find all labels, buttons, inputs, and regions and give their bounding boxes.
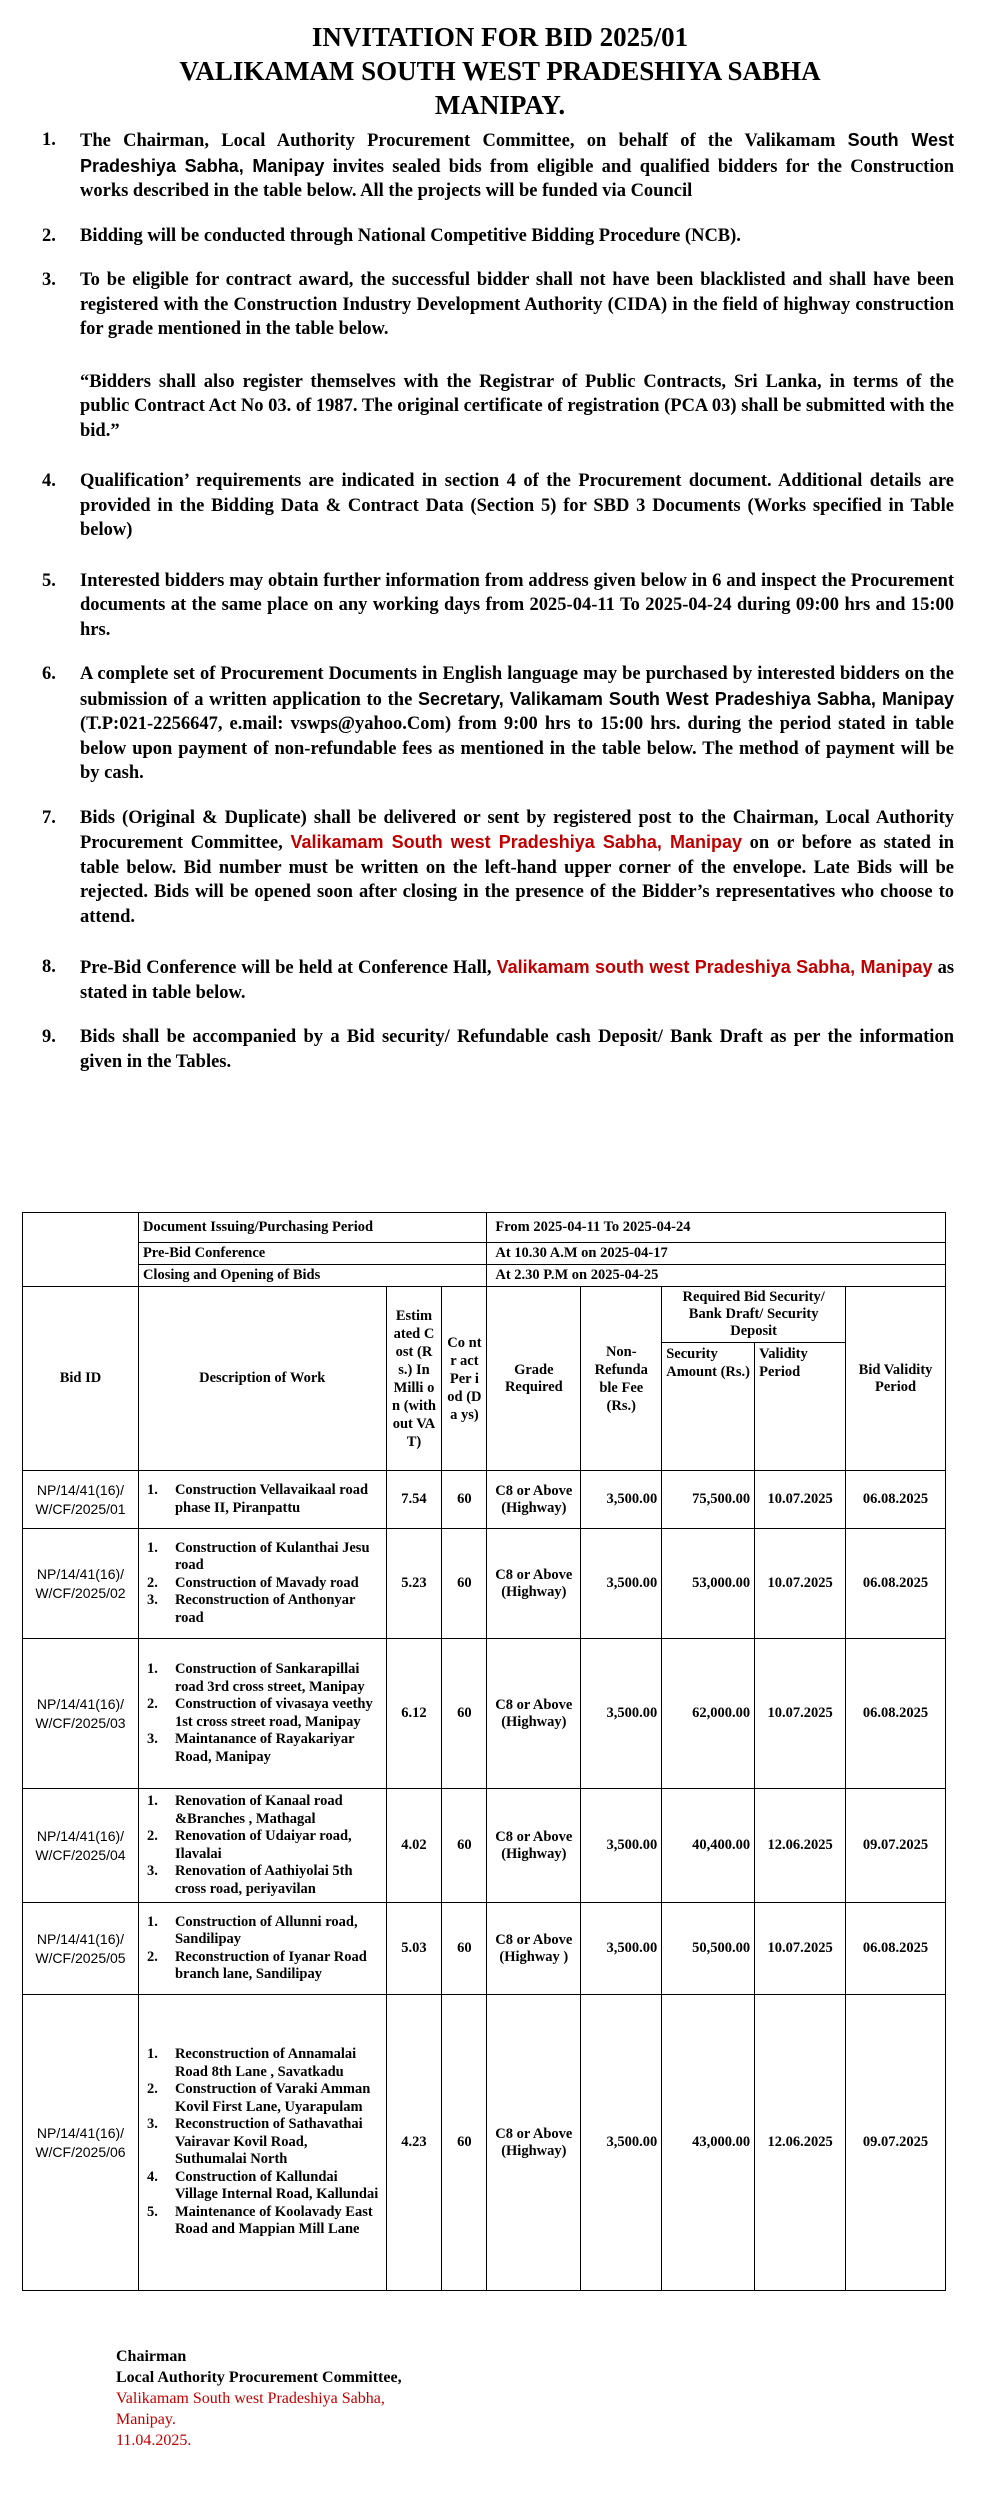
fee-cell: 3,500.00 — [581, 1639, 662, 1789]
work-item-text: Renovation of Aathiyolai 5th cross road, periyavilan — [174, 1863, 353, 1897]
table-row — [23, 1995, 946, 2291]
table-row — [23, 1903, 946, 1995]
header-bid-id: Bid ID — [23, 1287, 139, 1471]
table-row — [23, 1529, 946, 1639]
work-item-text: Construction of Mavady road — [174, 1574, 359, 1591]
title-line-1: INVITATION FOR BID 2025/01 — [311, 22, 689, 52]
cost-cell: 5.23 — [386, 1529, 442, 1639]
work-item-text: Construction of Kallundai Village Internal Road, Kallundai — [174, 2168, 379, 2203]
validity-cell: 10.07.2025 — [755, 1471, 846, 1529]
work-item — [143, 1793, 382, 1828]
work-item — [143, 1914, 382, 1949]
work-item-text: Construction of Kulanthai Jesu road — [174, 1539, 370, 1574]
security-cell: 40,400.00 — [662, 1789, 755, 1903]
work-item — [143, 1575, 382, 1593]
work-item — [143, 2046, 382, 2081]
info-row-closing — [23, 1265, 946, 1287]
fee-cell: 3,500.00 — [581, 1471, 662, 1529]
cost-cell: 6.12 — [386, 1639, 442, 1789]
description-cell — [138, 1789, 386, 1903]
description-cell — [138, 1995, 386, 2291]
description-cell — [138, 1471, 386, 1529]
header-row — [23, 1287, 946, 1343]
table-row — [23, 1471, 946, 1529]
work-item — [143, 2169, 382, 2204]
info-label: Document Issuing/Purchasing Period — [138, 1213, 486, 1243]
work-item-number: 4. — [146, 2168, 158, 2185]
work-item-number: 3. — [146, 1731, 158, 1747]
header-security-group: Required Bid Security/ Bank Draft/ Security Deposit — [662, 1287, 846, 1343]
description-cell — [138, 1639, 386, 1789]
clause-8: 8. Pre-Bid Conference will be held at Conference Hall, Valikamam south west Pradeshiya Sabha, Manipay as stated in table below. — [42, 957, 955, 1003]
work-item-number: 2. — [146, 1574, 158, 1591]
validity-cell: 10.07.2025 — [755, 1639, 846, 1789]
bid-validity-cell: 06.08.2025 — [846, 1529, 946, 1639]
signature-committee: Local Authority Procurement Committee, — [116, 2369, 402, 2386]
bid-validity-cell: 06.08.2025 — [846, 1471, 946, 1529]
work-item-number: 1. — [146, 1539, 158, 1556]
blank-cell — [23, 1213, 139, 1287]
title-line-2: VALIKAMAM SOUTH WEST PRADESHIYA SABHA — [179, 56, 821, 86]
work-item-text: Reconstruction of Anthonyar road — [174, 1592, 356, 1626]
work-item-number: 1. — [146, 1913, 158, 1930]
work-item-number: 2. — [146, 1948, 158, 1965]
table-row — [23, 1639, 946, 1789]
header-fee: Non- Refunda ble Fee (Rs.) — [581, 1287, 662, 1471]
clause-2: 2. Bidding will be conducted through National Competitive Bidding Procedure (NCB). — [42, 225, 741, 246]
grade-cell: C8 or Above (Highway ) — [487, 1903, 581, 1995]
fee-cell: 3,500.00 — [581, 1529, 662, 1639]
bid-validity-cell: 09.07.2025 — [846, 1995, 946, 2291]
work-item — [143, 1696, 382, 1731]
clause-6: 6. A complete set of Procurement Documents in English language may be purchased by interested bidders on the submission of a written application to the Secretary, Valikamam South West Pradeshiya Sabha, Manipay (T.P:021-2256647, e.mail: vswps@yahoo.Com) from 9:00 hrs to 15:00 hrs. during the period stated in table below upon payment of non-refundable fees as mentioned in the table below. The method of payment will be by cash. — [42, 664, 954, 783]
work-item-text: Construction of Varaki Amman Kovil First Lane, Uyarapulam — [174, 2081, 371, 2115]
grade-cell: C8 or Above (Highway) — [487, 1995, 581, 2291]
grade-cell: C8 or Above (Highway) — [487, 1529, 581, 1639]
validity-cell: 10.07.2025 — [755, 1903, 846, 1995]
clauses-list — [36, 128, 954, 1074]
description-cell — [138, 1903, 386, 1995]
work-item — [143, 1482, 382, 1517]
work-item-number: 3. — [146, 1592, 158, 1609]
work-item-number: 2. — [146, 1828, 158, 1844]
clause-9: 9. Bids shall be accompanied by a Bid security/ Refundable cash Deposit/ Bank Draft as per the information given in the Tables. — [42, 1027, 954, 1072]
info-row-prebid — [23, 1243, 946, 1265]
security-cell: 62,000.00 — [662, 1639, 755, 1789]
bid-id-cell: NP/14/41(16)/ W/CF/2025/06 — [23, 1995, 139, 2291]
security-cell: 53,000.00 — [662, 1529, 755, 1639]
work-item-number: 2. — [146, 1696, 158, 1712]
security-cell: 43,000.00 — [662, 1995, 755, 2291]
clause-3-quote: “Bidders shall also register themselves with the Registrar of Public Contracts, Sri Lanka, in terms of the public Contract Act No 03. of 1987. The original certificate of registration (PCA 03) shall be submitted with the bid.” — [80, 371, 954, 441]
work-item — [143, 1540, 382, 1575]
work-item-text: Reconstruction of Iyanar Road branch lane, Sandilipay — [174, 1948, 367, 1982]
bid-id-cell: NP/14/41(16)/ W/CF/2025/01 — [23, 1471, 139, 1529]
header-bid-validity: Bid Validity Period — [846, 1287, 946, 1471]
clause-7: 7. Bids (Original & Duplicate) shall be delivered or sent by registered post to the Chairman, Local Authority Procurement Committee, Valikamam South west Pradeshiya Sabha, Manipay on or before as stated in table below. Bid number must be written on the left-hand upper corner of the envelope. Late Bids will be rejected. Bids will be opened soon after closing in the presence of the Bidder’s representatives who choose to attend. — [42, 807, 954, 927]
work-item — [143, 1828, 382, 1863]
work-item — [143, 1863, 382, 1898]
work-item-text: Construction Vellavaikaal road phase II, Piranpattu — [174, 1482, 369, 1516]
bid-id-cell: NP/14/41(16)/ W/CF/2025/03 — [23, 1639, 139, 1789]
work-item — [143, 1661, 382, 1696]
cost-cell: 4.02 — [386, 1789, 442, 1903]
clause-1: 1. The Chairman, Local Authority Procurement Committee, on behalf of the Valikamam South West Pradeshiya Sabha, Manipay invites sealed bids from eligible and qualified bidders for the Construction works described in the table below. All the projects will be funded via Council — [42, 130, 955, 201]
bid-id-cell: NP/14/41(16)/ W/CF/2025/02 — [23, 1529, 139, 1639]
info-label: Closing and Opening of Bids — [138, 1265, 486, 1287]
work-item-number: 5. — [146, 2203, 158, 2220]
table-row — [23, 1789, 946, 1903]
period-cell: 60 — [442, 1471, 487, 1529]
signature-sabha: Valikamam South west Pradeshiya Sabha, — [116, 2390, 385, 2407]
validity-cell: 12.06.2025 — [755, 1995, 846, 2291]
work-item-text: Maintenance of Koolavady East Road and Mappian Mill Lane — [174, 2203, 373, 2238]
work-item — [143, 2116, 382, 2169]
work-item — [143, 1592, 382, 1627]
work-item-text: Construction of Allunni road, Sandilipay — [174, 1913, 358, 1947]
work-item — [143, 1731, 382, 1766]
bid-id-cell: NP/14/41(16)/ W/CF/2025/05 — [23, 1903, 139, 1995]
header-security-amount: Security Amount (Rs.) — [662, 1343, 755, 1471]
header-description: Description of Work — [138, 1287, 386, 1471]
clause-4: 4. Qualification’ requirements are indicated in section 4 of the Procurement document. Additional details are provided in the Bidding Data & Contract Data (Section 5) for SBD 3 Documents (Works specified in Table below) — [42, 471, 954, 540]
header-grade: Grade Required — [487, 1287, 581, 1471]
work-item-number: 1. — [146, 2046, 158, 2063]
info-label: Pre-Bid Conference — [138, 1243, 486, 1265]
info-value: At 10.30 A.M on 2025-04-17 — [487, 1243, 946, 1265]
work-item-text: Renovation of Udaiyar road, Ilavalai — [174, 1828, 352, 1862]
period-cell: 60 — [442, 1529, 487, 1639]
work-item-text: Reconstruction of Sathavathai Vairavar Kovil Road, Suthumalai North — [174, 2116, 363, 2168]
validity-cell: 12.06.2025 — [755, 1789, 846, 1903]
validity-cell: 10.07.2025 — [755, 1529, 846, 1639]
period-cell: 60 — [442, 1995, 487, 2291]
fee-cell: 3,500.00 — [581, 1903, 662, 1995]
grade-cell: C8 or Above (Highway) — [487, 1639, 581, 1789]
work-item-number: 1. — [146, 1793, 158, 1809]
work-item-number: 3. — [146, 2116, 158, 2133]
info-row-issuing — [23, 1213, 946, 1243]
bid-validity-cell: 06.08.2025 — [846, 1903, 946, 1995]
bid-id-cell: NP/14/41(16)/ W/CF/2025/04 — [23, 1789, 139, 1903]
bids-table — [22, 1212, 946, 2291]
work-item-text: Renovation of Kanaal road &Branches , Mathagal — [174, 1793, 343, 1827]
work-item-number: 3. — [146, 1863, 158, 1879]
work-item-number: 2. — [146, 2081, 158, 2098]
fee-cell: 3,500.00 — [581, 1995, 662, 2291]
work-item-text: Reconstruction of Annamalai Road 8th Lane , Savatkadu — [174, 2046, 357, 2080]
cost-cell: 5.03 — [386, 1903, 442, 1995]
header-cost: Estim ated Cost (Rs.) In Milli on (with out VAT) — [386, 1287, 442, 1471]
signature-date: 11.04.2025. — [116, 2432, 192, 2449]
grade-cell: C8 or Above (Highway) — [487, 1471, 581, 1529]
bid-validity-cell: 06.08.2025 — [846, 1639, 946, 1789]
bid-rows — [23, 1471, 946, 2291]
period-cell: 60 — [442, 1639, 487, 1789]
period-cell: 60 — [442, 1789, 487, 1903]
bid-validity-cell: 09.07.2025 — [846, 1789, 946, 1903]
signature-place: Manipay. — [116, 2411, 176, 2428]
work-item — [143, 2204, 382, 2239]
work-item-text: Maintanance of Rayakariyar Road, Manipay — [174, 1731, 355, 1765]
work-item-text: Construction of vivasaya veethy 1st cross street road, Manipay — [174, 1696, 373, 1730]
title-line-3: MANIPAY. — [434, 90, 566, 120]
clause-3: 3. To be eligible for contract award, the successful bidder shall not have been blacklisted and shall have been registered with the Construction Industry Development Authority (CIDA) in the field of highway construction for grade mentioned in the table below. “Bidders shall also register themselves with the Registrar of Public Contracts, Sri Lanka, in terms of the public Contract Act No 03. of 1987. The original certificate of registration (PCA 03) shall be submitted with the bid.” — [36, 268, 954, 443]
header-validity: Validity Period — [755, 1343, 846, 1471]
work-item-text: Construction of Sankarapillai road 3rd cross street, Manipay — [174, 1661, 365, 1695]
work-item-number: 1. — [146, 1482, 158, 1498]
work-item — [143, 1949, 382, 1984]
cost-cell: 4.23 — [386, 1995, 442, 2291]
signature-block — [116, 2346, 402, 2451]
document-title — [0, 20, 1000, 122]
work-item — [143, 2081, 382, 2116]
description-cell — [138, 1529, 386, 1639]
grade-cell: C8 or Above (Highway) — [487, 1789, 581, 1903]
work-item-number: 1. — [146, 1661, 158, 1677]
header-period: Co ntr act Per iod (Da ys) — [442, 1287, 487, 1471]
security-cell: 75,500.00 — [662, 1471, 755, 1529]
cost-cell: 7.54 — [386, 1471, 442, 1529]
fee-cell: 3,500.00 — [581, 1789, 662, 1903]
info-value: From 2025-04-11 To 2025-04-24 — [487, 1213, 946, 1243]
info-value: At 2.30 P.M on 2025-04-25 — [487, 1265, 946, 1287]
period-cell: 60 — [442, 1903, 487, 1995]
clause-5: 5. Interested bidders may obtain further information from address given below in 6 and inspect the Procurement documents at the same place on any working days from 2025-04-11 To 2025-04-24 during 09:00 hrs and 15:00 hrs. — [42, 570, 954, 640]
security-cell: 50,500.00 — [662, 1903, 755, 1995]
signature-title: Chairman — [116, 2348, 187, 2365]
